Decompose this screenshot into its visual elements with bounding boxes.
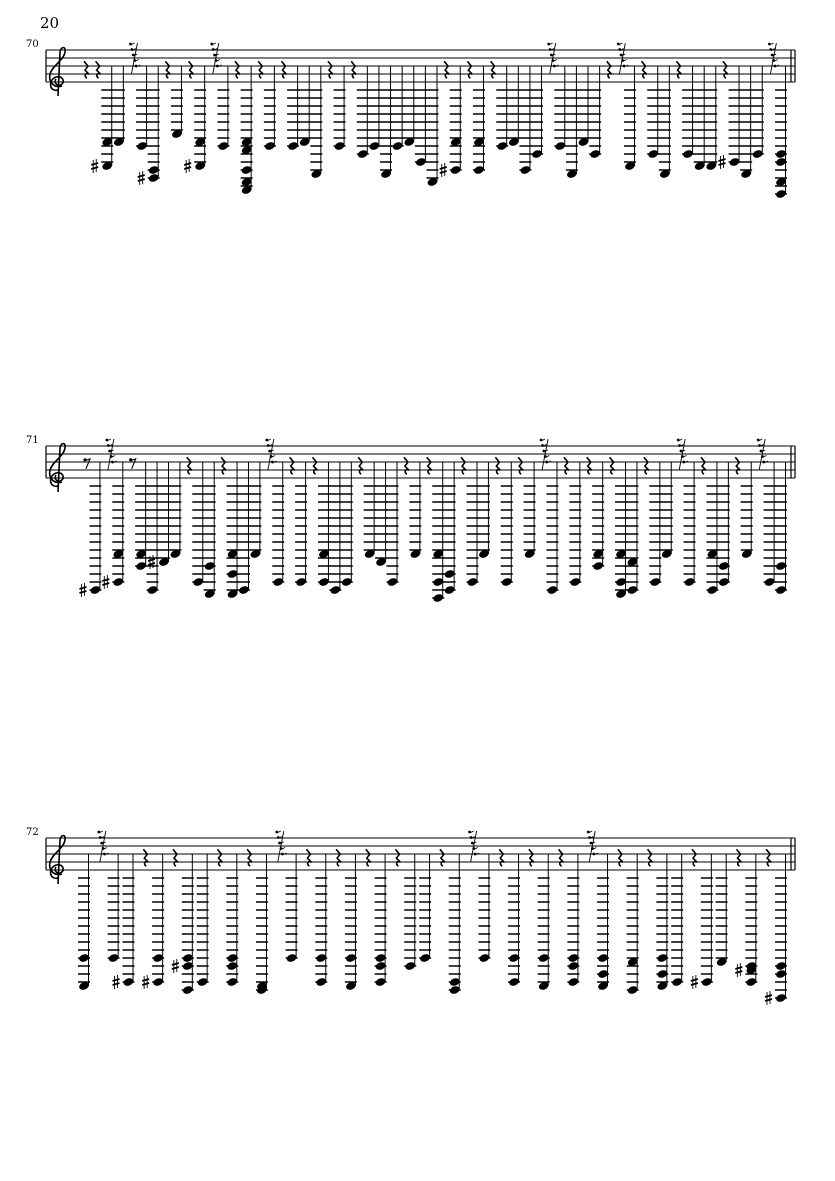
quarter-rest-icon (187, 457, 192, 474)
quarter-rest-icon (737, 849, 742, 866)
note-chord (578, 66, 590, 147)
note-chord (440, 66, 462, 177)
quarter-rest-icon (587, 457, 592, 474)
quarter-rest-icon (358, 457, 363, 474)
staff-system (26, 435, 795, 603)
quarter-rest-icon (189, 61, 194, 78)
quarter-rest-icon (395, 849, 400, 866)
note-chord (142, 854, 164, 989)
note-chord (171, 66, 183, 139)
quarter-rest-icon (84, 61, 89, 78)
note-chord (404, 854, 416, 971)
note-chord (315, 854, 327, 987)
measure-number: 70 (26, 39, 39, 50)
note-chord (508, 66, 520, 147)
quarter-rest-icon (440, 849, 445, 866)
eighth-rest-icon (129, 458, 136, 469)
quarter-rest-icon (306, 849, 311, 866)
note-chord (192, 462, 204, 587)
note-chord (566, 66, 578, 179)
note-chord (659, 66, 671, 179)
quarter-rest-icon (607, 61, 612, 78)
note-chord (310, 66, 322, 179)
note-chord (501, 462, 513, 587)
treble-clef-icon (50, 836, 65, 885)
note-chord (538, 854, 550, 991)
sharp-accidental-icon (735, 963, 742, 977)
note-chord (752, 66, 764, 159)
quarter-rest-icon (461, 457, 466, 474)
note-chord (241, 66, 253, 195)
note-chord (647, 66, 659, 159)
quarter-rest-icon (723, 61, 728, 78)
note-chord (375, 854, 387, 987)
quarter-rest-icon (467, 61, 472, 78)
sharp-accidental-icon (142, 975, 149, 989)
note-chord (345, 854, 357, 991)
quarter-rest-icon (644, 457, 649, 474)
quarter-rest-icon (221, 457, 226, 474)
note-chord (256, 854, 268, 995)
note-chord (508, 854, 520, 987)
note-chord (775, 462, 787, 595)
note-chord (496, 66, 508, 151)
treble-clef-icon (50, 444, 65, 493)
note-chord (706, 462, 718, 595)
staff-system (26, 827, 795, 1005)
quarter-rest-icon (96, 61, 101, 78)
quarter-rest-icon (404, 457, 409, 474)
note-chord (380, 66, 392, 179)
note-chord (524, 462, 536, 559)
note-chord (392, 66, 404, 151)
note-chord (226, 854, 238, 987)
note-chord (264, 66, 276, 151)
note-chord (368, 66, 380, 151)
note-chord (249, 462, 261, 559)
note-chord (147, 462, 159, 595)
note-chord (227, 462, 239, 599)
note-chord (741, 462, 753, 559)
note-chord (112, 854, 134, 989)
quarter-rest-icon (692, 849, 697, 866)
note-chord (329, 462, 341, 595)
note-chord (716, 854, 728, 967)
quarter-rest-icon (290, 457, 295, 474)
quarter-rest-icon (173, 849, 178, 866)
quarter-rest-icon (610, 457, 615, 474)
note-chord (79, 462, 101, 597)
note-chord (597, 854, 609, 991)
page-number: 20 (40, 14, 60, 32)
note-chord (764, 462, 776, 587)
quarter-rest-icon (336, 849, 341, 866)
note-chord (478, 462, 490, 559)
note-chord (318, 462, 330, 587)
note-chord (341, 462, 353, 587)
note-chord (409, 462, 421, 559)
note-chord (432, 462, 444, 603)
note-chord (287, 66, 299, 151)
note-chord (217, 66, 229, 151)
note-chord (531, 66, 543, 159)
quarter-rest-icon (648, 849, 653, 866)
note-chord (272, 462, 284, 587)
note-chord (415, 66, 427, 167)
quarter-rest-icon (676, 61, 681, 78)
measure-number: 72 (26, 827, 39, 838)
note-chord (387, 462, 399, 587)
quarter-rest-icon (529, 849, 534, 866)
quarter-rest-icon (618, 849, 623, 866)
note-chord (427, 66, 439, 187)
quarter-rest-icon (499, 849, 504, 866)
note-chord (627, 854, 639, 995)
sharp-accidental-icon (440, 163, 447, 177)
sharp-accidental-icon (112, 975, 119, 989)
quarter-rest-icon (165, 61, 170, 78)
note-chord (589, 66, 601, 159)
quarter-rest-icon (427, 457, 432, 474)
quarter-rest-icon (313, 457, 318, 474)
note-chord (136, 66, 148, 151)
note-chord (449, 854, 461, 995)
note-chord (626, 462, 638, 595)
quarter-rest-icon (281, 61, 286, 78)
note-chord (169, 462, 181, 559)
note-chord (569, 462, 581, 587)
note-chord (615, 462, 627, 599)
note-chord (172, 854, 194, 995)
note-chord (102, 462, 124, 589)
quarter-rest-icon (235, 61, 240, 78)
note-chord (661, 462, 673, 559)
note-chord (334, 66, 346, 151)
quarter-rest-icon (564, 457, 569, 474)
quarter-rest-icon (518, 457, 523, 474)
quarter-rest-icon (642, 61, 647, 78)
note-chord (364, 462, 376, 559)
note-chord (357, 66, 369, 159)
sharp-accidental-icon (79, 583, 86, 597)
sharp-accidental-icon (184, 159, 191, 173)
quarter-rest-icon (217, 849, 222, 866)
quarter-rest-icon (143, 849, 148, 866)
note-chord (735, 854, 757, 987)
quarter-rest-icon (366, 849, 371, 866)
staff-system (26, 39, 795, 199)
sharp-accidental-icon (172, 959, 179, 973)
quarter-rest-icon (351, 61, 356, 78)
quarter-rest-icon (328, 61, 333, 78)
note-chord (197, 854, 209, 987)
sharp-accidental-icon (691, 975, 698, 989)
sharp-accidental-icon (148, 555, 155, 569)
sharp-accidental-icon (765, 991, 772, 1005)
note-chord (684, 462, 696, 587)
quarter-rest-icon (735, 457, 740, 474)
note-chord (649, 462, 661, 587)
treble-clef-icon (50, 48, 65, 97)
note-chord (113, 66, 125, 147)
note-chord (671, 854, 683, 987)
note-chord (295, 462, 307, 587)
note-chord (466, 462, 478, 587)
note-chord (546, 462, 558, 595)
note-chord (719, 66, 741, 169)
quarter-rest-icon (247, 849, 252, 866)
sharp-accidental-icon (91, 159, 98, 173)
quarter-rest-icon (559, 849, 564, 866)
quarter-rest-icon (701, 457, 706, 474)
note-chord (691, 854, 713, 989)
quarter-rest-icon (258, 61, 263, 78)
note-chord (554, 66, 566, 151)
quarter-rest-icon (491, 61, 496, 78)
note-chord (740, 66, 752, 179)
sharp-accidental-icon (719, 155, 726, 169)
quarter-rest-icon (766, 849, 771, 866)
note-chord (78, 854, 90, 991)
note-chord (718, 462, 730, 587)
note-chord (656, 854, 668, 991)
measure-number: 71 (26, 435, 39, 446)
eighth-rest-icon (83, 458, 90, 469)
quarter-rest-icon (495, 457, 500, 474)
note-chord (403, 66, 415, 147)
note-chord (775, 66, 787, 199)
sharp-accidental-icon (102, 575, 109, 589)
quarter-rest-icon (444, 61, 449, 78)
note-chord (444, 462, 456, 595)
note-chord (204, 462, 216, 599)
note-chord (567, 854, 579, 987)
note-chord (682, 66, 694, 159)
note-chord (238, 462, 250, 595)
note-chord (138, 66, 160, 185)
note-chord (765, 854, 787, 1005)
note-chord (299, 66, 311, 147)
sharp-accidental-icon (138, 171, 145, 185)
